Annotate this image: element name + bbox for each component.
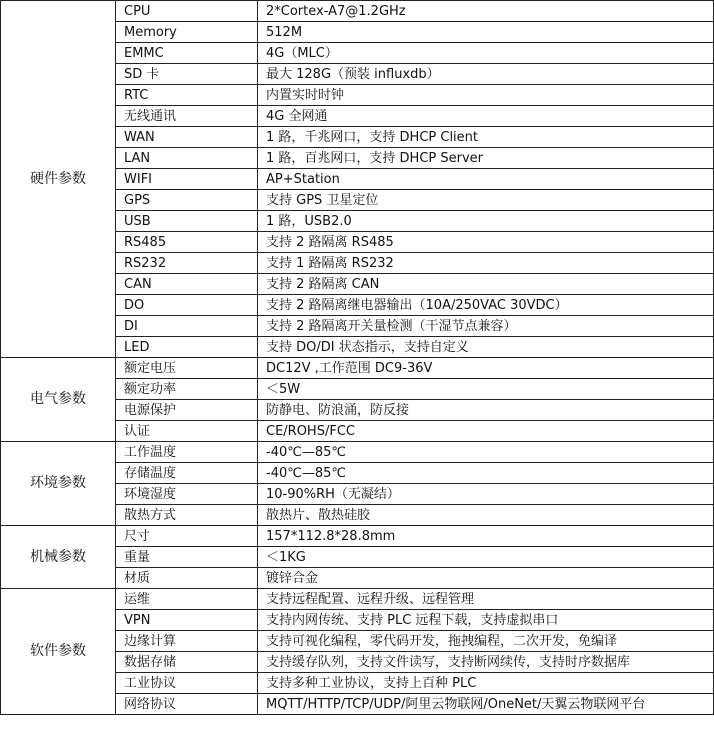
param-name-cell: RTC <box>116 85 258 106</box>
param-name-cell: 工业协议 <box>116 673 258 694</box>
param-value-cell: 支持多种工业协议，支持上百种 PLC <box>258 673 714 694</box>
param-value-cell: 散热片、散热硅胶 <box>258 505 714 526</box>
param-value-cell: 4G（MLC） <box>258 43 714 64</box>
spec-table-body <box>1 1 714 715</box>
param-value-cell: 支持内网传统、支持 PLC 远程下载，支持虚拟串口 <box>258 610 714 631</box>
param-name-cell: 额定电压 <box>116 358 258 379</box>
category-cell: 机械参数 <box>1 526 116 589</box>
param-name-cell: 材质 <box>116 568 258 589</box>
param-name-cell: 工作温度 <box>116 442 258 463</box>
param-name-cell: 认证 <box>116 421 258 442</box>
param-value-cell: 支持 1 路隔离 RS232 <box>258 253 714 274</box>
param-value-cell: 支持 2 路隔离开关量检测（干湿节点兼容） <box>258 316 714 337</box>
param-value-cell: 157*112.8*28.8mm <box>258 526 714 547</box>
param-value-cell: 支持 2 路隔离 CAN <box>258 274 714 295</box>
table-row <box>1 1 714 22</box>
param-name-cell: VPN <box>116 610 258 631</box>
category-cell: 软件参数 <box>1 589 116 715</box>
param-value-cell: 支持 2 路隔离继电器输出（10A/250VAC 30VDC） <box>258 295 714 316</box>
param-name-cell: WIFI <box>116 169 258 190</box>
param-name-cell: 数据存储 <box>116 652 258 673</box>
param-value-cell: 4G 全网通 <box>258 106 714 127</box>
param-name-cell: RS232 <box>116 253 258 274</box>
category-cell: 环境参数 <box>1 442 116 526</box>
param-name-cell: GPS <box>116 190 258 211</box>
param-name-cell: DI <box>116 316 258 337</box>
param-name-cell: LAN <box>116 148 258 169</box>
param-value-cell: AP+Station <box>258 169 714 190</box>
param-value-cell: 2*Cortex-A7@1.2GHz <box>258 1 714 22</box>
param-value-cell: CE/ROHS/FCC <box>258 421 714 442</box>
param-value-cell: 1 路，千兆网口，支持 DHCP Client <box>258 127 714 148</box>
param-name-cell: 网络协议 <box>116 694 258 715</box>
param-name-cell: 重量 <box>116 547 258 568</box>
param-value-cell: 支持缓存队列，支持文件读写，支持断网续传，支持时序数据库 <box>258 652 714 673</box>
param-value-cell: 支持可视化编程，零代码开发，拖拽编程，二次开发，免编译 <box>258 631 714 652</box>
param-value-cell: 512M <box>258 22 714 43</box>
param-value-cell: 10-90%RH（无凝结） <box>258 484 714 505</box>
param-value-cell: 内置实时时钟 <box>258 85 714 106</box>
param-name-cell: 散热方式 <box>116 505 258 526</box>
param-value-cell: MQTT/HTTP/TCP/UDP/阿里云物联网/OneNet/天翼云物联网平台 <box>258 694 714 715</box>
param-value-cell: 镀锌合金 <box>258 568 714 589</box>
param-name-cell: DO <box>116 295 258 316</box>
param-name-cell: Memory <box>116 22 258 43</box>
param-value-cell: 支持 DO/DI 状态指示，支持自定义 <box>258 337 714 358</box>
param-name-cell: EMMC <box>116 43 258 64</box>
category-cell: 电气参数 <box>1 358 116 442</box>
param-name-cell: RS485 <box>116 232 258 253</box>
param-value-cell: ＜1KG <box>258 547 714 568</box>
param-name-cell: LED <box>116 337 258 358</box>
param-value-cell: 支持远程配置、远程升级、远程管理 <box>258 589 714 610</box>
param-name-cell: 边缘计算 <box>116 631 258 652</box>
param-name-cell: 存储温度 <box>116 463 258 484</box>
param-name-cell: 额定功率 <box>116 379 258 400</box>
param-value-cell: -40℃—85℃ <box>258 442 714 463</box>
table-row <box>1 526 714 547</box>
param-name-cell: 环境湿度 <box>116 484 258 505</box>
param-value-cell: 支持 GPS 卫星定位 <box>258 190 714 211</box>
param-value-cell: -40℃—85℃ <box>258 463 714 484</box>
table-row <box>1 589 714 610</box>
param-name-cell: SD 卡 <box>116 64 258 85</box>
param-value-cell: 最大 128G（预装 influxdb） <box>258 64 714 85</box>
param-name-cell: 电源保护 <box>116 400 258 421</box>
param-name-cell: 无线通讯 <box>116 106 258 127</box>
param-value-cell: ＜5W <box>258 379 714 400</box>
param-value-cell: 防静电、防浪涌，防反接 <box>258 400 714 421</box>
param-value-cell: 支持 2 路隔离 RS485 <box>258 232 714 253</box>
table-row <box>1 358 714 379</box>
param-name-cell: USB <box>116 211 258 232</box>
param-name-cell: CAN <box>116 274 258 295</box>
category-cell: 硬件参数 <box>1 1 116 358</box>
param-name-cell: 运维 <box>116 589 258 610</box>
param-value-cell: 1 路，USB2.0 <box>258 211 714 232</box>
param-value-cell: 1 路，百兆网口，支持 DHCP Server <box>258 148 714 169</box>
param-name-cell: WAN <box>116 127 258 148</box>
param-name-cell: 尺寸 <box>116 526 258 547</box>
param-value-cell: DC12V ,工作范围 DC9-36V <box>258 358 714 379</box>
table-row <box>1 442 714 463</box>
param-name-cell: CPU <box>116 1 258 22</box>
